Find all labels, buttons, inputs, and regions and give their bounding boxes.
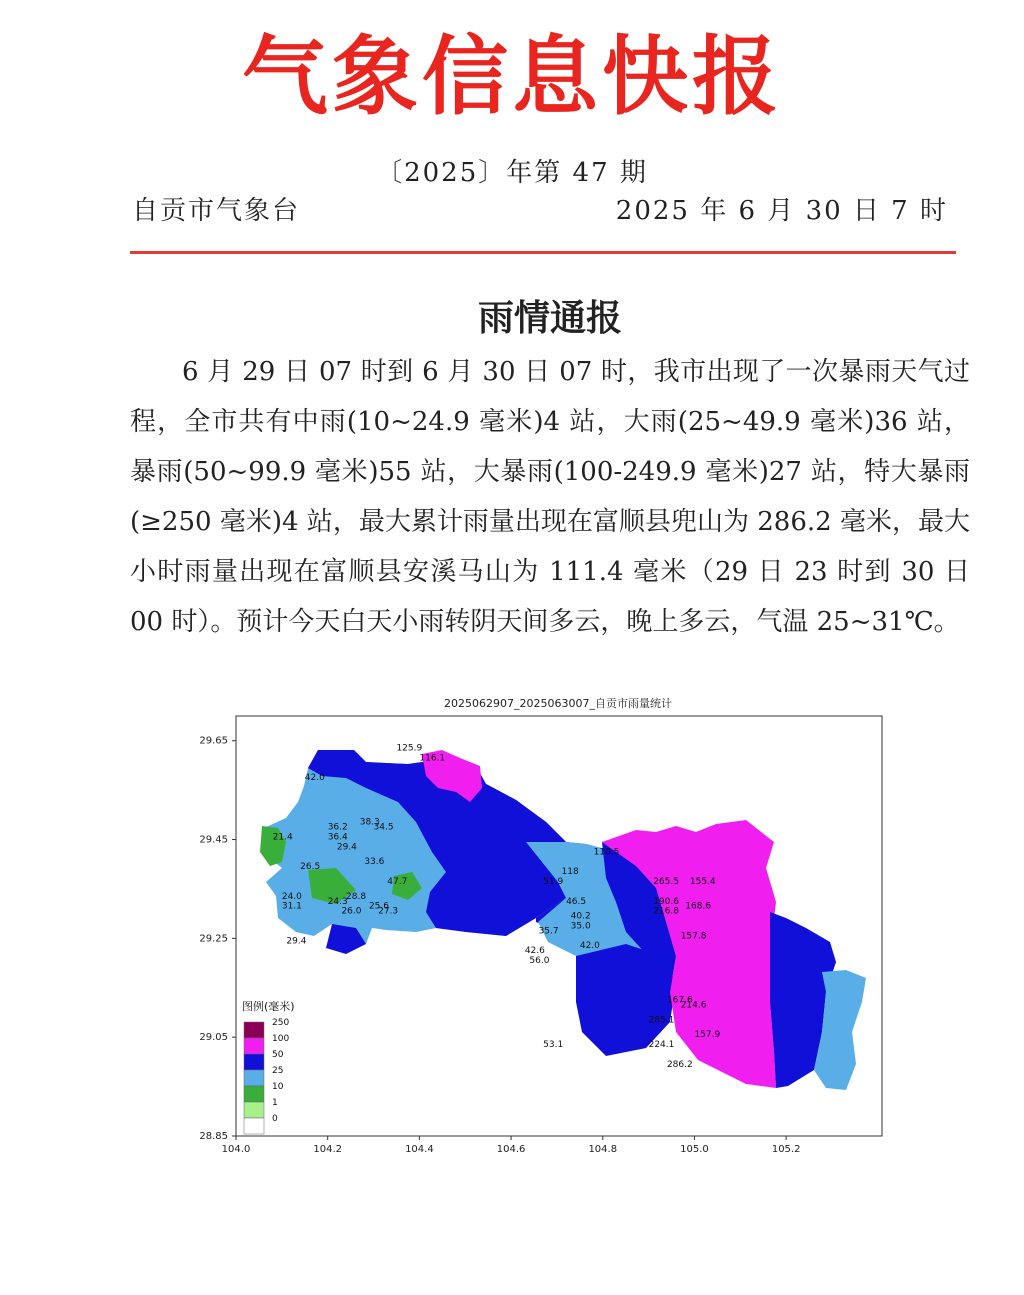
station-rainfall-value: 42.0 [579,941,600,952]
x-tick-label: 105.0 [680,1144,709,1155]
legend-label: 10 [272,1082,284,1092]
station-rainfall-value: 27.3 [378,906,399,917]
station-rainfall-value: 110.5 [593,847,620,858]
legend-label: 0 [272,1114,278,1124]
report-paragraph: 6 月 29 日 07 时到 6 月 30 日 07 时，我市出现了一次暴雨天气过程，全市共有中雨(10~24.9 毫米)4 站，大雨(25~49.9 毫米)36 站，暴雨(50~99.9 毫米)55 站，大暴雨(100-249.9 毫米)27 站，特大暴雨(≥250 毫米)4 站，最大累计雨量出现在富顺县兜山为 286.2 毫米，最大小时雨量出现在富顺县安溪马山为 111.4 毫米（29 日 23 时到 30 日 00 时）。预计今天白天小雨转阴天间多云，晚上多云，气温 25~31℃。 [130,357,970,637]
station-rainfall-value: 29.4 [286,936,307,947]
station-rainfall-value: 157.9 [694,1030,721,1041]
station-rainfall-value: 286.2 [666,1059,693,1070]
station-rainfall-value: 24.3 [327,896,348,907]
station-rainfall-value: 29.4 [336,842,357,853]
station-rainfall-value: 51.9 [543,877,564,887]
station-rainfall-value: 155.4 [689,877,716,887]
legend-swatch [244,1054,264,1070]
station-rainfall-value: 56.0 [529,956,550,967]
report-title: 雨情通报 [477,298,622,339]
legend-label: 250 [272,1018,290,1028]
map-title: 2025062907_2025063007_自贡市雨量统计 [444,697,672,710]
x-tick-label: 105.2 [771,1144,801,1155]
legend-title: 图例(毫米) [242,1000,295,1013]
legend-label: 25 [272,1066,284,1076]
station-rainfall-value: 42.6 [524,946,545,957]
station-rainfall-value: 40.2 [570,911,591,922]
legend-swatch [244,1022,264,1038]
x-tick-label: 104.6 [496,1144,526,1155]
rainfall-map [186,692,886,1162]
station-rainfall-value: 33.6 [364,857,385,868]
station-rainfall-value: 24.0 [281,891,302,902]
x-tick-label: 104.2 [313,1144,343,1155]
legend-label: 50 [272,1050,284,1060]
station-rainfall-value: 224.1 [648,1040,675,1051]
station-rainfall-value: 28.8 [346,891,367,902]
y-tick-label: 29.65 [199,735,228,747]
issue-number: 〔2025〕年第 47 期 [376,158,648,188]
station-rainfall-value: 116.1 [419,753,446,764]
x-tick-label: 104.4 [405,1144,434,1155]
station-rainfall-value: 118 [561,867,579,878]
station-rainfall-value: 265.5 [653,877,679,887]
station-rainfall-value: 36.2 [327,822,348,833]
legend-swatch [244,1070,264,1086]
station-rainfall-value: 21.4 [272,832,293,843]
station-rainfall-value: 35.7 [538,926,559,937]
station-rainfall-value: 190.6 [653,896,679,907]
x-tick-label: 104.8 [588,1144,618,1155]
station-rainfall-value: 25.6 [368,901,390,912]
station-rainfall-value: 125.9 [396,743,423,754]
station-rainfall-value: 34.5 [373,822,394,833]
station-rainfall-value: 285.1 [648,1015,675,1026]
station-rainfall-value: 26.0 [341,906,362,917]
bulletin-banner: 气象信息快报 [242,27,782,127]
legend-label: 100 [272,1034,290,1044]
station-rainfall-value: 47.7 [387,877,408,887]
issue-datetime: 2025 年 6 月 30 日 7 时 [615,196,948,226]
station-rainfall-value: 31.1 [281,901,302,912]
x-tick-label: 104.0 [221,1144,251,1155]
legend-swatch [244,1102,264,1118]
station-rainfall-value: 53.1 [543,1040,564,1051]
station-rainfall-value: 42.0 [304,773,325,784]
issuing-organization: 自贡市气象台 [132,196,301,226]
legend-swatch [244,1038,264,1054]
legend-label: 1 [272,1098,278,1108]
y-tick-label: 29.05 [199,1032,228,1044]
station-rainfall-value: 35.0 [570,921,591,932]
y-tick-label: 29.45 [199,834,228,846]
station-rainfall-value: 46.5 [566,896,587,907]
legend-swatch [244,1086,264,1102]
y-tick-label: 29.25 [199,933,228,945]
station-rainfall-value: 214.6 [680,1000,707,1011]
y-tick-label: 28.85 [199,1131,228,1142]
legend-swatch [244,1118,264,1134]
header-divider [130,251,956,254]
station-rainfall-value: 168.6 [685,901,712,912]
station-rainfall-value: 26.5 [300,862,321,873]
rainfall-map-svg [186,692,886,1162]
station-rainfall-value: 216.8 [653,906,679,917]
station-rainfall-value: 38.3 [359,817,380,828]
station-rainfall-value: 36.4 [327,832,348,843]
station-rainfall-value: 167.6 [666,995,693,1006]
station-rainfall-value: 157.8 [680,931,707,942]
